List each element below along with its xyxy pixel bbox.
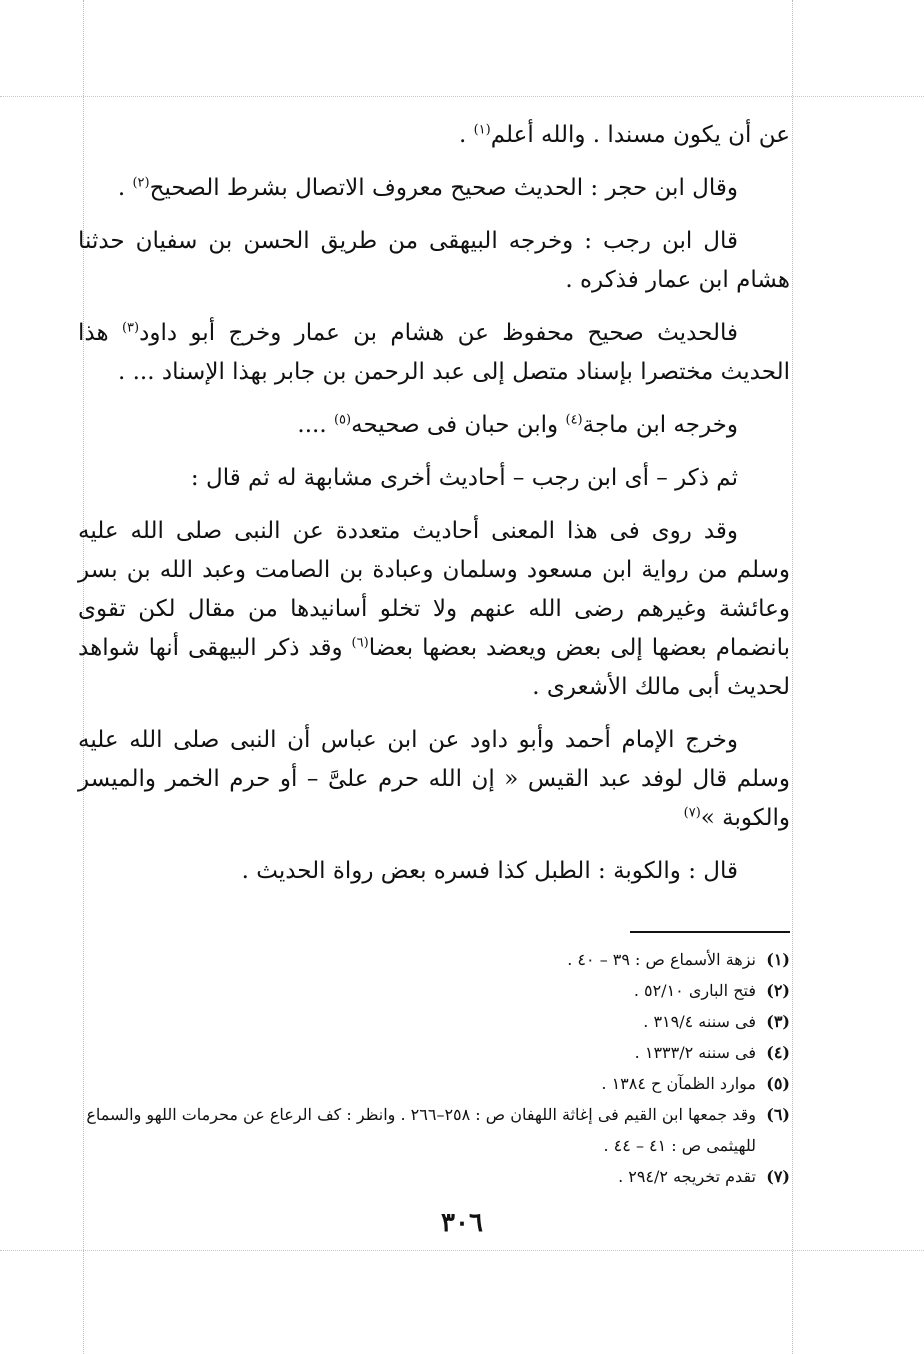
paragraph-text: وقد روى فى هذا المعنى أحاديث متعددة عن النبى صلى الله عليه وسلم من رواية ابن مسعود وسلمان وعبادة بن الصامت وعبد الله بن بسر وعائشة وغيرهم رضى الله عنهم ولا تخلو أسانيدها من مقال لكن تقوى بانضمام بعضها إلى بعض ويعضد بعضها بعضا: [78, 518, 790, 661]
footnote-number: (٣): [766, 1012, 790, 1031]
footnote-item: [80, 1099, 790, 1161]
paragraph-5: [78, 406, 790, 445]
footnote-ref: (٤): [565, 412, 583, 428]
page-number: ٣٠٦: [441, 1208, 483, 1238]
paragraph-tail: هذا الحديث مختصرا بإسناد متصل إلى عبد الرحمن بن جابر بهذا الإسناد ... .: [78, 320, 790, 385]
footnote-item: [80, 1161, 790, 1192]
footnote-ref: (٧): [683, 805, 701, 821]
paragraph-6: [78, 459, 790, 498]
body-text: [78, 116, 790, 905]
footnote-item: [80, 1006, 790, 1037]
paragraph-text: قال : والكوبة : الطبل كذا فسره بعض رواة الحديث .: [241, 858, 738, 884]
paragraph-text: فالحديث صحيح محفوظ عن هشام بن عمار وخرج أبو داود: [139, 320, 738, 346]
footnote-number: (٦): [766, 1105, 790, 1124]
paragraph-tail: وقد ذكر البيهقى أنها شواهد لحديث أبى مالك الأشعرى .: [78, 635, 790, 700]
paragraph-tail: .: [117, 175, 133, 201]
paragraph-1: [78, 116, 790, 155]
footnote-text: فى سننه ٣١٩/٤ .: [643, 1012, 756, 1031]
paragraph-text: وخرج الإمام أحمد وأبو داود عن ابن عباس أن النبى صلى الله عليه وسلم قال لوفد عبد القيس « إن الله حرم علىَّ – أو حرم الخمر والميسر والكوبة »: [78, 727, 790, 831]
paragraph-tail: .: [458, 122, 474, 148]
paragraph-text: وخرجه ابن ماجة: [582, 412, 738, 438]
footnote-text: فى سننه ١٣٣٣/٢ .: [634, 1043, 756, 1062]
paragraph-text: قال ابن رجب : وخرجه البيهقى من طريق الحسن بن سفيان حدثنا هشام ابن عمار فذكره .: [78, 228, 790, 293]
footnote-ref: (١): [473, 122, 491, 138]
paragraph-text: وقال ابن حجر : الحديث صحيح معروف الاتصال بشرط الصحيح: [149, 175, 738, 201]
footnotes: [80, 944, 790, 1192]
paragraph-9: [78, 852, 790, 891]
footnote-ref: (٢): [132, 175, 150, 191]
footnote-text: فتح البارى ٥٢/١٠ .: [633, 981, 756, 1000]
footnote-text: وقد جمعها ابن القيم فى إغاثة اللهفان ص : ٢٥٨–٢٦٦ . وانظر : كف الرعاع عن محرمات اللهو والسماع للهيثمى ص : ٤١ – ٤٤ .: [86, 1105, 756, 1155]
footnote-item: [80, 944, 790, 975]
footnote-number: (٧): [766, 1167, 790, 1186]
footnote-number: (٥): [766, 1074, 790, 1093]
footnote-text: موارد الظمآن ح ١٣٨٤ .: [601, 1074, 756, 1093]
footnote-ref: (٣): [121, 320, 140, 336]
footnote-ref: (٦): [351, 635, 369, 651]
scan-guide-bottom: [0, 1250, 924, 1251]
footnote-number: (٢): [766, 981, 790, 1000]
footnote-ref: (٥): [333, 412, 352, 428]
paragraph-3: [78, 222, 790, 300]
footnote-text: تقدم تخريجه ٢٩٤/٢ .: [618, 1167, 756, 1186]
paragraph-8: [78, 721, 790, 838]
paragraph-4: [78, 314, 790, 392]
footnote-item: [80, 975, 790, 1006]
footnote-number: (١): [766, 950, 790, 969]
footnote-separator: [630, 931, 790, 933]
scan-guide-top: [0, 96, 924, 97]
paragraph-tail: ....: [297, 412, 334, 438]
paragraph-2: [78, 169, 790, 208]
paragraph-text: ثم ذكر – أى ابن رجب – أحاديث أخرى مشابهة له ثم قال :: [190, 465, 738, 491]
scan-guide-right: [792, 0, 793, 1354]
footnote-text: نزهة الأسماع ص : ٣٩ – ٤٠ .: [567, 950, 756, 969]
paragraph-7: [78, 512, 790, 707]
footnote-number: (٤): [766, 1043, 790, 1062]
footnote-item: [80, 1037, 790, 1068]
paragraph-tail: وابن حبان فى صحيحه: [351, 412, 566, 438]
footnote-item: [80, 1068, 790, 1099]
paragraph-text: عن أن يكون مسندا . والله أعلم: [490, 122, 790, 148]
